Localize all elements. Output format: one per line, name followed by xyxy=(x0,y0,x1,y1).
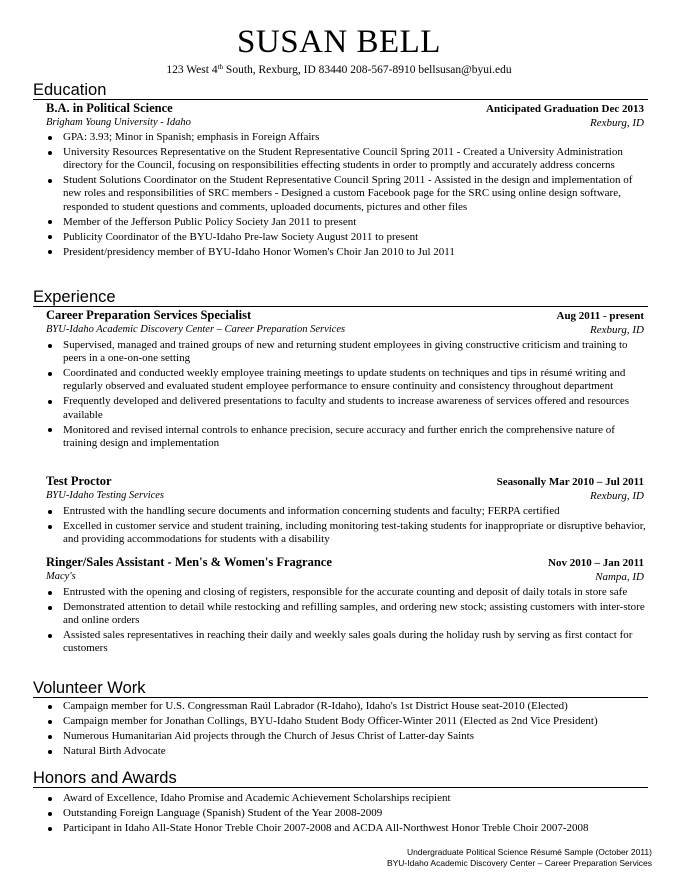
list-item: President/presidency member of BYU-Idaho Honor Women's Choir Jan 2010 to Jul 2011 xyxy=(46,246,650,259)
list-item: Supervised, managed and trained groups of new and returning student employees in giving constructive criticism and training to peers in a one-on-one setting xyxy=(46,339,650,365)
footer-line: Undergraduate Political Science Résumé Sample (October 2011) xyxy=(406,847,652,857)
resume-name: SUSAN BELL xyxy=(237,24,441,60)
address-rest: South, Rexburg, ID 83440 208-567-8910 bellsusan@byui.edu xyxy=(223,64,512,76)
honors-bullets xyxy=(46,792,650,837)
list-item: Publicity Coordinator of the BYU-Idaho Pre-law Society August 2011 to present xyxy=(46,231,650,244)
school-location: Rexburg, ID xyxy=(590,117,644,129)
job-title: Ringer/Sales Assistant - Men's & Women's Fragrance xyxy=(46,555,332,569)
list-item: Coordinated and conducted weekly employee training meetings to update students on techniques and tips in résumé writing and regularly observed and evaluated student employee performance to ensure continuity and consistency throughout department xyxy=(46,367,650,393)
job-bullets xyxy=(46,505,650,548)
section-rule xyxy=(33,306,648,307)
job-date: Nov 2010 – Jan 2011 xyxy=(548,557,644,569)
list-item: Frequently developed and delivered presentations to faculty and students to increase awareness of services offered and resources available xyxy=(46,395,650,421)
job-location: Rexburg, ID xyxy=(590,324,644,336)
section-rule xyxy=(33,787,648,788)
list-item: Entrusted with the handling secure documents and information concerning students and faculty; FERPA certified xyxy=(46,505,650,518)
job-title: Test Proctor xyxy=(46,474,112,488)
list-item: GPA: 3.93; Minor in Spanish; emphasis in Foreign Affairs xyxy=(46,131,650,144)
job-date: Seasonally Mar 2010 – Jul 2011 xyxy=(496,476,644,488)
graduation-date: Anticipated Graduation Dec 2013 xyxy=(486,103,644,115)
list-item: Entrusted with the opening and closing of registers, responsible for the accurate counting and deposit of daily totals in store safe xyxy=(46,586,650,599)
job-date: Aug 2011 - present xyxy=(556,310,644,322)
education-bullets xyxy=(46,131,650,261)
address-ordinal: th xyxy=(217,63,224,71)
list-item: Natural Birth Advocate xyxy=(46,745,650,758)
list-item: University Resources Representative on the Student Representative Council Spring 2011 - Created a University Administration directory for the Council, focusing on responsibilities effecting students in order to promptly and accurately address concerns xyxy=(46,146,650,172)
section-title-experience: Experience xyxy=(33,288,116,306)
list-item: Numerous Humanitarian Aid projects through the Church of Jesus Christ of Latter-day Saints xyxy=(46,730,650,743)
list-item: Assisted sales representatives in reaching their daily and weekly sales goals during the holiday rush by serving as first contact for customers xyxy=(46,629,650,655)
list-item: Monitored and revised internal controls to enhance precision, secure accuracy and further enrich the comprehensive nature of training design and implementation xyxy=(46,424,650,450)
job-org: Macy's xyxy=(46,571,76,582)
job-org: BYU-Idaho Academic Discovery Center – Career Preparation Services xyxy=(46,324,346,335)
list-item: Participant in Idaho All-State Honor Treble Choir 2007-2008 and ACDA All-Northwest Honor Treble Choir 2007-2008 xyxy=(46,822,650,835)
section-title-honors: Honors and Awards xyxy=(33,769,177,787)
list-item: Campaign member for U.S. Congressman Raúl Labrador (R-Idaho), Idaho's 1st District House seat-2010 (Elected) xyxy=(46,700,650,713)
job-location: Nampa, ID xyxy=(595,571,644,583)
list-item: Excelled in customer service and student training, including monitoring test-taking students for inappropriate or disruptive behavior, and providing accommodations for students with a disability xyxy=(46,520,650,546)
volunteer-bullets xyxy=(46,700,650,760)
job-title: Career Preparation Services Specialist xyxy=(46,308,252,322)
job-org: BYU-Idaho Testing Services xyxy=(46,490,165,501)
job-location: Rexburg, ID xyxy=(590,490,644,502)
address-start: 123 West 4 xyxy=(166,64,218,76)
list-item: Member of the Jefferson Public Policy Society Jan 2011 to present xyxy=(46,216,650,229)
list-item: Student Solutions Coordinator on the Student Representative Council Spring 2011 - Assisted in the design and implementation of new roles and responsibilities of SRC members - Designed a custom Facebook page for the SRC using online design software, responded to student questions and comments, uploaded documents, pictures and other files xyxy=(46,174,650,214)
contact-line xyxy=(0,63,678,77)
section-title-education: Education xyxy=(33,81,107,99)
job-bullets xyxy=(46,586,650,657)
section-title-volunteer: Volunteer Work xyxy=(33,679,146,697)
section-rule xyxy=(33,697,648,698)
list-item: Demonstrated attention to detail while restocking and refilling samples, and ordering new stock; assisting customers with inter-store and online orders xyxy=(46,601,650,627)
section-rule xyxy=(33,99,648,100)
list-item: Award of Excellence, Idaho Promise and Academic Achievement Scholarships recipient xyxy=(46,792,650,805)
degree-title: B.A. in Political Science xyxy=(46,101,173,115)
school-name: Brigham Young University - Idaho xyxy=(46,117,191,128)
list-item: Outstanding Foreign Language (Spanish) Student of the Year 2008-2009 xyxy=(46,807,650,820)
page-footer xyxy=(387,847,652,868)
list-item: Campaign member for Jonathan Collings, BYU-Idaho Student Body Officer-Winter 2011 (Elected as 2nd Vice President) xyxy=(46,715,650,728)
job-bullets xyxy=(46,339,650,452)
footer-line: BYU-Idaho Academic Discovery Center – Career Preparation Services xyxy=(386,857,652,868)
